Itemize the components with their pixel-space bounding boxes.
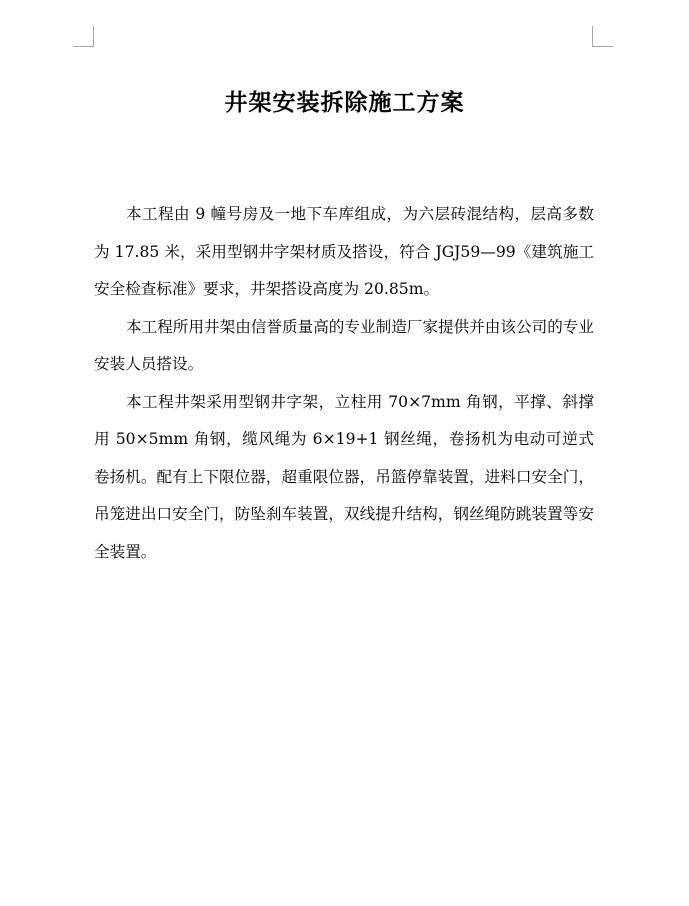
paragraph-structure-specs: 本工程井架采用型钢井字架，立柱用 70×7mm 角钢，平撑、斜撑用 50×5mm 角钢，缆风绳为 6×19+1 钢丝绳，卷扬机为电动可逆式卷扬机。配有上下限位器，超重限位器，吊篮停靠装置，进料口安全门，吊笼进出口安全门，防坠刹车装置，双线提升结构，钢丝绳防跳装置等安全装置。 bbox=[94, 392, 594, 561]
paragraph-project-overview: 本工程由 9 幢号房及一地下车库组成，为六层砖混结构，层高多数为 17.85 米，采用型钢井字架材质及搭设，符合 JGJ59—99《建筑施工安全检查标准》要求，井架搭设高度为 20.85m。 bbox=[94, 205, 594, 298]
page-corner-mark-top-right bbox=[592, 26, 613, 47]
page-corner-mark-top-left bbox=[73, 26, 94, 47]
paragraph-supplier: 本工程所用井架由信誉质量高的专业制造厂家提供并由该公司的专业安装人员搭设。 bbox=[94, 317, 594, 373]
document-title: 井架安装拆除施工方案 bbox=[224, 89, 465, 116]
document-body bbox=[94, 196, 594, 571]
